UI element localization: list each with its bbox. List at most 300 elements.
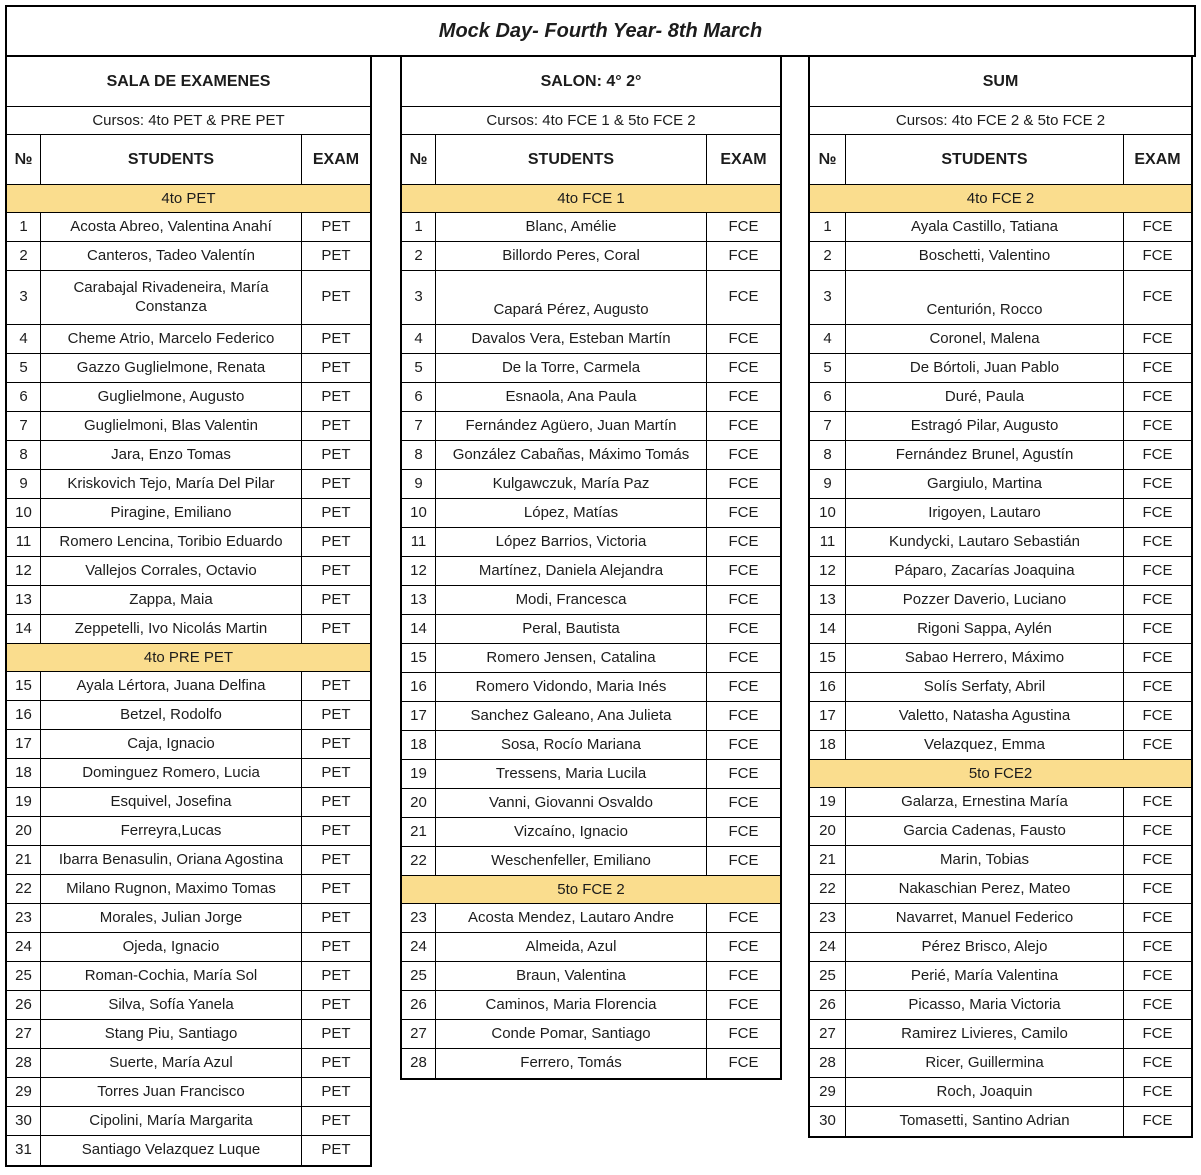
student-number: 22	[410, 851, 427, 869]
student-row	[810, 904, 1191, 933]
exam-type: FCE	[1123, 213, 1191, 241]
student-name: Nakaschian Perez, Mateo	[845, 875, 1123, 903]
student-number: 21	[819, 850, 836, 868]
exam-type: PET	[301, 1049, 370, 1077]
student-row	[402, 1049, 780, 1078]
exam-type: FCE	[706, 933, 780, 961]
student-row	[7, 213, 370, 242]
student-name: Coronel, Malena	[845, 325, 1123, 353]
exam-type: FCE	[1123, 325, 1191, 353]
exam-type: FCE	[1123, 586, 1191, 614]
student-row	[810, 875, 1191, 904]
student-number: 13	[15, 590, 32, 608]
student-name: Blanc, Amélie	[435, 213, 706, 241]
exam-type: FCE	[1123, 354, 1191, 382]
student-row	[810, 383, 1191, 412]
student-name: Picasso, Maria Victoria	[845, 991, 1123, 1019]
student-number: 26	[15, 995, 32, 1013]
student-name: Weschenfeller, Emiliano	[435, 847, 706, 875]
student-name: Kriskovich Tejo, María Del Pilar	[40, 470, 301, 498]
student-row	[7, 412, 370, 441]
exam-type: PET	[301, 1136, 370, 1165]
student-number: 2	[823, 246, 832, 264]
student-number: 12	[410, 561, 427, 579]
student-number: 18	[819, 735, 836, 753]
student-row	[402, 962, 780, 991]
column-header-number: №	[409, 150, 428, 168]
student-number: 20	[410, 793, 427, 811]
exam-type: PET	[301, 730, 370, 758]
exam-type: PET	[301, 817, 370, 845]
student-row	[810, 586, 1191, 615]
exam-type: PET	[301, 1020, 370, 1048]
student-number: 10	[15, 503, 32, 521]
student-name: Perié, María Valentina	[845, 962, 1123, 990]
student-name: Guglielmone, Augusto	[40, 383, 301, 411]
students-list	[7, 185, 370, 1165]
exam-type: PET	[301, 759, 370, 787]
student-row	[810, 213, 1191, 242]
student-name: Fernández Agüero, Juan Martín	[435, 412, 706, 440]
student-row	[810, 325, 1191, 354]
student-row	[402, 818, 780, 847]
section-row: 5to FCE 2	[402, 876, 780, 904]
students-list	[402, 185, 780, 1078]
exam-type: FCE	[1123, 615, 1191, 643]
student-row	[7, 383, 370, 412]
student-number: 10	[410, 503, 427, 521]
student-name: Kundycki, Lautaro Sebastián	[845, 528, 1123, 556]
exam-type: FCE	[706, 383, 780, 411]
student-name: Gargiulo, Martina	[845, 470, 1123, 498]
student-number: 6	[823, 387, 832, 405]
student-number: 16	[819, 677, 836, 695]
student-name: González Cabañas, Máximo Tomás	[435, 441, 706, 469]
student-name: Roman-Cochia, María Sol	[40, 962, 301, 990]
student-row	[810, 412, 1191, 441]
student-number: 8	[19, 445, 28, 463]
exam-type: FCE	[706, 325, 780, 353]
student-name: Vizcaíno, Ignacio	[435, 818, 706, 846]
student-row	[402, 325, 780, 354]
student-row	[7, 1020, 370, 1049]
student-name: Betzel, Rodolfo	[40, 701, 301, 729]
student-number: 9	[19, 474, 28, 492]
student-row	[7, 242, 370, 271]
student-number: 1	[414, 217, 423, 235]
exam-type: FCE	[1123, 242, 1191, 270]
student-row	[7, 354, 370, 383]
exam-type: FCE	[706, 213, 780, 241]
student-number: 2	[19, 246, 28, 264]
courses-subheader: Cursos: 4to PET & PRE PET	[7, 107, 370, 135]
student-row	[402, 271, 780, 325]
student-row	[402, 1020, 780, 1049]
student-number: 13	[410, 590, 427, 608]
student-number: 15	[410, 648, 427, 666]
student-number: 4	[823, 329, 832, 347]
student-row	[7, 1078, 370, 1107]
student-number: 4	[414, 329, 423, 347]
exam-type: FCE	[706, 644, 780, 672]
student-row	[810, 441, 1191, 470]
student-name: Sanchez Galeano, Ana Julieta	[435, 702, 706, 730]
student-name: Roch, Joaquin	[845, 1078, 1123, 1106]
student-name: Capará Pérez, Augusto	[435, 271, 706, 324]
student-row	[7, 846, 370, 875]
student-name: De Bórtoli, Juan Pablo	[845, 354, 1123, 382]
student-name: Sosa, Rocío Mariana	[435, 731, 706, 759]
student-row	[402, 528, 780, 557]
student-row	[7, 271, 370, 325]
student-name: Kulgawczuk, María Paz	[435, 470, 706, 498]
student-name: Sabao Herrero, Máximo	[845, 644, 1123, 672]
student-number: 5	[414, 358, 423, 376]
exam-type: FCE	[706, 904, 780, 932]
exam-type: FCE	[1123, 788, 1191, 816]
student-name: Solís Serfaty, Abril	[845, 673, 1123, 701]
student-number: 26	[819, 995, 836, 1013]
student-name: Zappa, Maia	[40, 586, 301, 614]
exam-type: FCE	[1123, 412, 1191, 440]
student-number: 2	[414, 246, 423, 264]
student-row	[402, 847, 780, 876]
student-row	[7, 470, 370, 499]
student-name: Estragó Pilar, Augusto	[845, 412, 1123, 440]
student-name: Cipolini, María Margarita	[40, 1107, 301, 1135]
student-name: Esquivel, Josefina	[40, 788, 301, 816]
exam-type: PET	[301, 441, 370, 469]
table-sala-de-examenes	[5, 55, 372, 1167]
exam-type: FCE	[706, 470, 780, 498]
student-row	[7, 441, 370, 470]
student-number: 18	[410, 735, 427, 753]
student-name: Boschetti, Valentino	[845, 242, 1123, 270]
student-number: 7	[19, 416, 28, 434]
student-row	[810, 962, 1191, 991]
student-number: 5	[823, 358, 832, 376]
exam-type: PET	[301, 470, 370, 498]
student-name: Duré, Paula	[845, 383, 1123, 411]
student-name: Piragine, Emiliano	[40, 499, 301, 527]
student-row	[810, 615, 1191, 644]
exam-type: PET	[301, 701, 370, 729]
student-name: Almeida, Azul	[435, 933, 706, 961]
student-name: Vanni, Giovanni Osvaldo	[435, 789, 706, 817]
exam-type: FCE	[706, 441, 780, 469]
exam-type: FCE	[706, 673, 780, 701]
exam-type: FCE	[706, 586, 780, 614]
student-number: 7	[823, 416, 832, 434]
exam-type: FCE	[1123, 1049, 1191, 1077]
student-row	[402, 470, 780, 499]
student-row	[7, 672, 370, 701]
student-row	[810, 817, 1191, 846]
exam-type: FCE	[706, 1049, 780, 1078]
student-row	[402, 441, 780, 470]
exam-type: FCE	[706, 818, 780, 846]
student-row	[7, 528, 370, 557]
exam-type: PET	[301, 1078, 370, 1106]
students-list	[810, 185, 1191, 1136]
exam-type: FCE	[1123, 499, 1191, 527]
student-name: Canteros, Tadeo Valentín	[40, 242, 301, 270]
exam-type: FCE	[706, 354, 780, 382]
student-row	[810, 1049, 1191, 1078]
student-name: Martínez, Daniela Alejandra	[435, 557, 706, 585]
student-name: De la Torre, Carmela	[435, 354, 706, 382]
student-row	[7, 904, 370, 933]
student-row	[810, 557, 1191, 586]
student-name: Ibarra Benasulin, Oriana Agostina	[40, 846, 301, 874]
student-name: Tomasetti, Santino Adrian	[845, 1107, 1123, 1136]
exam-type: FCE	[706, 499, 780, 527]
exam-type: FCE	[1123, 271, 1191, 324]
student-name: Zeppetelli, Ivo Nicolás Martin	[40, 615, 301, 643]
section-row: 4to FCE 1	[402, 185, 780, 213]
student-name: Centurión, Rocco	[845, 271, 1123, 324]
exam-type: FCE	[1123, 702, 1191, 730]
student-row	[402, 933, 780, 962]
student-name: Caminos, Maria Florencia	[435, 991, 706, 1019]
student-row	[402, 499, 780, 528]
student-row	[7, 557, 370, 586]
student-number: 25	[15, 966, 32, 984]
student-name: Romero Vidondo, Maria Inés	[435, 673, 706, 701]
student-row	[810, 1020, 1191, 1049]
student-row	[7, 933, 370, 962]
table-salon-4-2	[400, 55, 782, 1080]
student-row	[402, 354, 780, 383]
exam-type: FCE	[1123, 933, 1191, 961]
courses-subheader: Cursos: 4to FCE 2 & 5to FCE 2	[810, 107, 1191, 135]
student-number: 15	[819, 648, 836, 666]
student-number: 28	[819, 1053, 836, 1071]
student-name: Páparo, Zacarías Joaquina	[845, 557, 1123, 585]
student-row	[7, 817, 370, 846]
student-row	[810, 933, 1191, 962]
exam-type: FCE	[1123, 383, 1191, 411]
student-row	[810, 1078, 1191, 1107]
student-row	[402, 904, 780, 933]
student-number: 5	[19, 358, 28, 376]
student-row	[810, 702, 1191, 731]
student-name: Velazquez, Emma	[845, 731, 1123, 759]
exam-type: PET	[301, 499, 370, 527]
student-row	[402, 760, 780, 789]
student-number: 23	[410, 908, 427, 926]
student-number: 19	[819, 792, 836, 810]
courses-subheader: Cursos: 4to FCE 1 & 5to FCE 2	[402, 107, 780, 135]
student-name: López Barrios, Victoria	[435, 528, 706, 556]
exam-type: PET	[301, 1107, 370, 1135]
student-row	[810, 846, 1191, 875]
exam-type: FCE	[1123, 904, 1191, 932]
exam-type: FCE	[706, 847, 780, 875]
student-row	[810, 673, 1191, 702]
student-number: 6	[414, 387, 423, 405]
column-header-students: STUDENTS	[435, 135, 706, 184]
exam-type: PET	[301, 213, 370, 241]
exam-type: PET	[301, 933, 370, 961]
room-header: SALON: 4° 2°	[402, 57, 780, 107]
student-name: Galarza, Ernestina María	[845, 788, 1123, 816]
student-number: 25	[410, 966, 427, 984]
student-row	[810, 499, 1191, 528]
exam-type: FCE	[706, 789, 780, 817]
student-name: Ferreyra,Lucas	[40, 817, 301, 845]
exam-type: PET	[301, 846, 370, 874]
exam-type: FCE	[1123, 673, 1191, 701]
student-number: 22	[819, 879, 836, 897]
table-sum	[808, 55, 1193, 1138]
room-header: SALA DE EXAMENES	[7, 57, 370, 107]
column-header-students: STUDENTS	[40, 135, 301, 184]
student-name: Romero Lencina, Toribio Eduardo	[40, 528, 301, 556]
student-row	[7, 499, 370, 528]
exam-type: FCE	[1123, 470, 1191, 498]
student-name: Acosta Abreo, Valentina Anahí	[40, 213, 301, 241]
exam-type: FCE	[1123, 817, 1191, 845]
student-number: 8	[414, 445, 423, 463]
exam-type: PET	[301, 672, 370, 700]
student-number: 11	[819, 532, 836, 550]
exam-type: FCE	[706, 557, 780, 585]
student-row	[402, 731, 780, 760]
exam-type: FCE	[1123, 846, 1191, 874]
student-number: 24	[15, 937, 32, 955]
student-row	[402, 991, 780, 1020]
column-header-exam: EXAM	[1123, 135, 1191, 184]
student-name: Conde Pomar, Santiago	[435, 1020, 706, 1048]
student-number: 1	[19, 217, 28, 235]
student-name: Romero Jensen, Catalina	[435, 644, 706, 672]
room-header: SUM	[810, 57, 1191, 107]
student-number: 29	[15, 1082, 32, 1100]
exam-type: FCE	[1123, 1078, 1191, 1106]
column-headers	[7, 135, 370, 185]
student-name: Silva, Sofía Yanela	[40, 991, 301, 1019]
student-row	[7, 1049, 370, 1078]
student-name: Stang Piu, Santiago	[40, 1020, 301, 1048]
student-number: 22	[15, 879, 32, 897]
student-number: 31	[15, 1141, 32, 1159]
column-headers	[402, 135, 780, 185]
student-row	[402, 702, 780, 731]
student-name: Guglielmoni, Blas Valentin	[40, 412, 301, 440]
exam-type: FCE	[1123, 1107, 1191, 1136]
student-number: 23	[819, 908, 836, 926]
student-row	[7, 325, 370, 354]
student-number: 17	[15, 734, 32, 752]
student-row	[7, 1107, 370, 1136]
student-number: 23	[15, 908, 32, 926]
student-name: Modi, Francesca	[435, 586, 706, 614]
student-name: Billordo Peres, Coral	[435, 242, 706, 270]
student-name: Ramirez Livieres, Camilo	[845, 1020, 1123, 1048]
student-name: Ojeda, Ignacio	[40, 933, 301, 961]
rooms-tables-row	[5, 55, 1196, 1167]
exam-type: FCE	[706, 271, 780, 324]
student-name: Milano Rugnon, Maximo Tomas	[40, 875, 301, 903]
student-name: Dominguez Romero, Lucia	[40, 759, 301, 787]
student-row	[810, 991, 1191, 1020]
student-number: 3	[19, 288, 28, 306]
student-number: 19	[15, 792, 32, 810]
student-name: Peral, Bautista	[435, 615, 706, 643]
student-number: 7	[414, 416, 423, 434]
student-row	[402, 673, 780, 702]
student-name: Vallejos Corrales, Octavio	[40, 557, 301, 585]
column-headers	[810, 135, 1191, 185]
student-number: 30	[819, 1112, 836, 1130]
student-number: 16	[15, 705, 32, 723]
student-row	[810, 788, 1191, 817]
student-number: 3	[414, 288, 423, 306]
student-number: 20	[15, 821, 32, 839]
exam-type: FCE	[706, 962, 780, 990]
exam-type: FCE	[1123, 557, 1191, 585]
student-row	[7, 962, 370, 991]
student-number: 14	[819, 619, 836, 637]
student-number: 11	[410, 532, 427, 550]
student-row	[810, 731, 1191, 760]
student-number: 9	[823, 474, 832, 492]
exam-type: FCE	[1123, 875, 1191, 903]
student-name: Torres Juan Francisco	[40, 1078, 301, 1106]
student-number: 24	[410, 937, 427, 955]
exam-type: PET	[301, 271, 370, 324]
student-number: 21	[15, 850, 32, 868]
student-row	[810, 354, 1191, 383]
student-number: 16	[410, 677, 427, 695]
student-name: Jara, Enzo Tomas	[40, 441, 301, 469]
student-number: 9	[414, 474, 423, 492]
student-row	[810, 528, 1191, 557]
exam-type: PET	[301, 412, 370, 440]
exam-type: FCE	[1123, 644, 1191, 672]
student-row	[7, 991, 370, 1020]
student-row	[402, 557, 780, 586]
exam-type: FCE	[706, 412, 780, 440]
student-name: Navarret, Manuel Federico	[845, 904, 1123, 932]
student-name: Caja, Ignacio	[40, 730, 301, 758]
student-number: 28	[410, 1054, 427, 1072]
student-name: Ayala Lértora, Juana Delfina	[40, 672, 301, 700]
student-number: 25	[819, 966, 836, 984]
student-number: 13	[819, 590, 836, 608]
exam-type: FCE	[706, 528, 780, 556]
exam-type: PET	[301, 528, 370, 556]
exam-type: PET	[301, 962, 370, 990]
student-number: 14	[15, 619, 32, 637]
student-name: Valetto, Natasha Agustina	[845, 702, 1123, 730]
page-title: Mock Day- Fourth Year- 8th March	[5, 5, 1196, 57]
exam-type: FCE	[1123, 528, 1191, 556]
section-row: 4to PET	[7, 185, 370, 213]
exam-type: FCE	[1123, 441, 1191, 469]
student-name: Pérez Brisco, Alejo	[845, 933, 1123, 961]
student-number: 21	[410, 822, 427, 840]
student-row	[7, 586, 370, 615]
student-number: 6	[19, 387, 28, 405]
exam-type: FCE	[1123, 1020, 1191, 1048]
student-number: 30	[15, 1111, 32, 1129]
student-number: 29	[819, 1082, 836, 1100]
student-row	[7, 759, 370, 788]
student-name: Acosta Mendez, Lautaro Andre	[435, 904, 706, 932]
exam-type: PET	[301, 325, 370, 353]
